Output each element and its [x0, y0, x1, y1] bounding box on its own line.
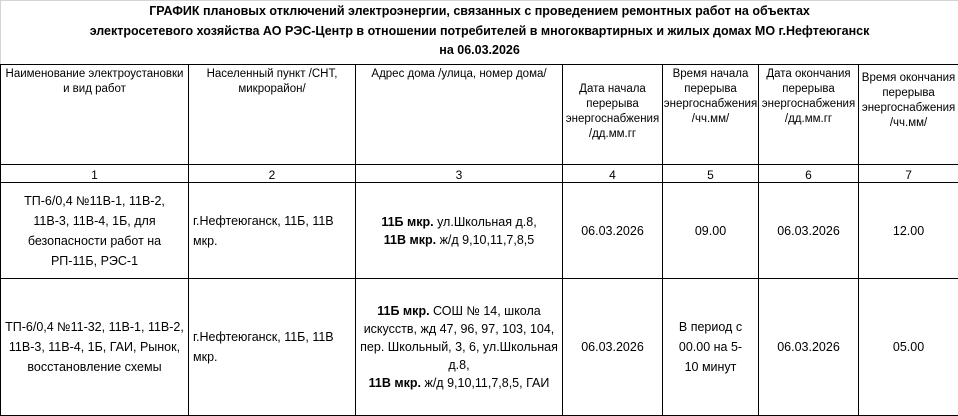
address-text: ж/д 9,10,11,7,8,5 [436, 233, 534, 247]
start-date-cell: 06.03.2026 [563, 279, 663, 416]
column-number-row [1, 165, 958, 183]
table-row [1, 183, 958, 279]
district-label: 11Б мкр. [381, 215, 433, 229]
title-line-2: электросетевого хозяйства АО РЭС-Центр в отношении потребителей в многоквартирных и жилых домах МО г.Нефтеюганск [1, 21, 958, 41]
column-number: 1 [1, 165, 189, 183]
district-label: 11В мкр. [369, 376, 421, 390]
column-number: 6 [759, 165, 859, 183]
end-date-cell: 06.03.2026 [759, 183, 859, 279]
address-line [360, 231, 558, 249]
header-installation: Наименование электроустановки и вид работ [1, 65, 189, 165]
header-end-date: Дата окончания перерыва энергоснабжения /дд.мм.гг [759, 65, 859, 165]
address-text: ул.Школьная д.8, [434, 215, 537, 229]
district-label: 11Б мкр. [377, 304, 429, 318]
address-cell [356, 183, 563, 279]
installation-cell: ТП-6/0,4 №11В-1, 11В-2, 11В-3, 11В-4, 1Б, для безопасности работ на РП-11Б, РЭС-1 [1, 183, 189, 279]
title-line-1: ГРАФИК плановых отключений электроэнергии, связанных с проведением ремонтных работ на объектах [1, 1, 958, 22]
end-time-cell: 12.00 [859, 183, 958, 279]
column-number: 5 [663, 165, 759, 183]
column-number: 7 [859, 165, 958, 183]
address-text: ж/д 9,10,11,7,8,5, ГАИ [421, 376, 549, 390]
header-locality: Населенный пункт /СНТ, микрорайон/ [189, 65, 356, 165]
column-number: 4 [563, 165, 663, 183]
header-start-date: Дата начала перерыва энергоснабжения /дд.мм.гг [563, 65, 663, 165]
column-number: 3 [356, 165, 563, 183]
end-time-cell: 05.00 [859, 279, 958, 416]
header-start-time: Время начала перерыва энергоснабжения /чч.мм/ [663, 65, 759, 165]
address-line [360, 213, 558, 231]
address-line [369, 376, 550, 390]
column-number: 2 [189, 165, 356, 183]
table-row [1, 279, 958, 416]
address-line [360, 304, 558, 372]
locality-cell: г.Нефтеюганск, 11Б, 11В мкр. [189, 183, 356, 279]
address-cell [356, 279, 563, 416]
header-address: Адрес дома /улица, номер дома/ [356, 65, 563, 165]
end-date-cell: 06.03.2026 [759, 279, 859, 416]
start-time-cell: В период с 00.00 на 5-10 минут [663, 279, 759, 416]
start-date-cell: 06.03.2026 [563, 183, 663, 279]
title-line-3: на 06.03.2026 [1, 41, 958, 65]
header-row [1, 65, 958, 165]
address-text: СОШ № 14, школа искусств, жд 47, 96, 97, 103, 104, пер. Школьный, 3, 6, ул.Школьная д.8, [360, 304, 558, 372]
locality-cell: г.Нефтеюганск, 11Б, 11В мкр. [189, 279, 356, 416]
district-label: 11В мкр. [384, 233, 436, 247]
start-time-cell: 09.00 [663, 183, 759, 279]
installation-cell: ТП-6/0,4 №11-32, 11В-1, 11В-2, 11В-3, 11В-4, 1Б, ГАИ, Рынок, восстановление схемы [1, 279, 189, 416]
header-end-time: Время окончания перерыва энергоснабжения /чч.мм/ [859, 65, 958, 165]
